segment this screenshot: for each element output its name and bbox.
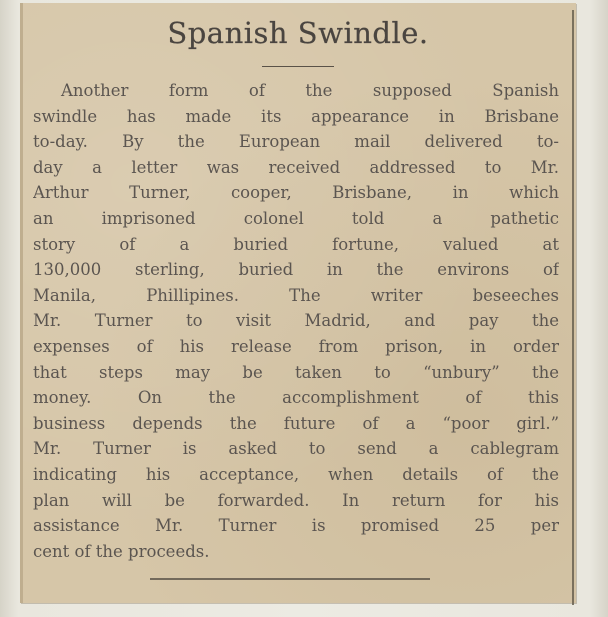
body-line: Manila, Phillipines. The writer beseeches (33, 285, 559, 305)
body-line: story of a buried fortune, valued at (33, 234, 559, 254)
headline-divider (262, 66, 334, 67)
body-line: to-day. By the European mail delivered to- (33, 132, 559, 152)
article-body (33, 78, 559, 564)
body-line: assistance Mr. Turner is promised 25 per (33, 516, 559, 536)
body-line: cent of the proceeds. (33, 541, 210, 561)
body-line: that steps may be taken to “unbury” the (33, 362, 559, 382)
body-line: expenses of his release from prison, in order (33, 336, 559, 356)
body-line: day a letter was received addressed to Mr. (33, 157, 559, 177)
column-rule (572, 10, 574, 605)
body-line: money. On the accomplishment of this (33, 388, 559, 408)
body-line: Mr. Turner to visit Madrid, and pay the (33, 311, 559, 331)
body-line: an imprisoned colonel told a pathetic (33, 208, 559, 228)
body-line: business depends the future of a “poor girl.” (33, 413, 559, 433)
body-line: 130,000 sterling, buried in the environs of (33, 260, 559, 280)
body-line: plan will be forwarded. In return for his (33, 490, 559, 510)
end-divider (150, 578, 430, 580)
body-line: Another form of the supposed Spanish (61, 81, 559, 100)
body-line: indicating his acceptance, when details of the (33, 464, 559, 484)
body-line: Arthur Turner, cooper, Brisbane, in which (33, 183, 559, 203)
headline: Spanish Swindle. (167, 16, 429, 50)
body-line: Mr. Turner is asked to send a cablegram (33, 439, 559, 459)
body-line: swindle has made its appearance in Brisbane (33, 106, 559, 126)
